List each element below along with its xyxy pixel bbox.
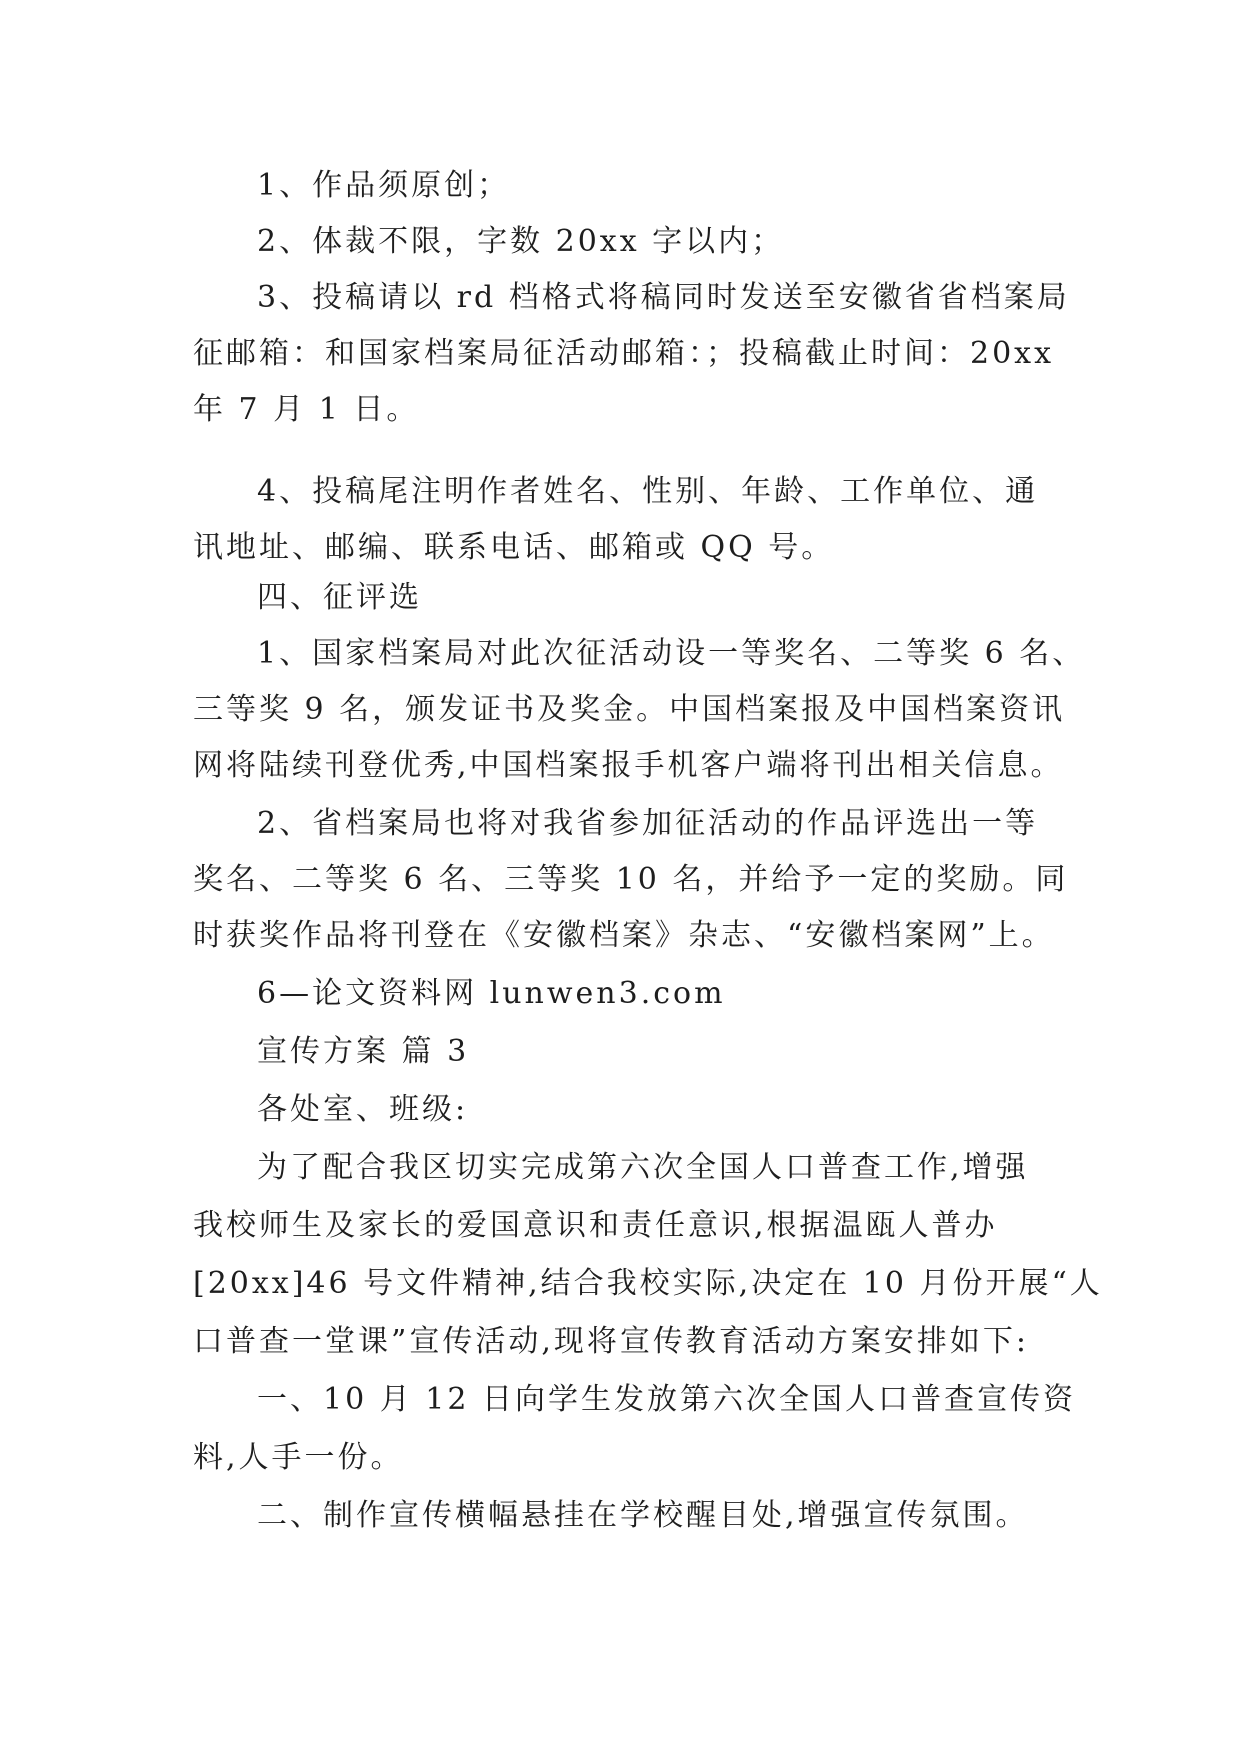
text-line: 为了配合我区切实完成第六次全国人口普查工作,增强 xyxy=(257,1150,1029,1185)
text-line: 网将陆续刊登优秀,中国档案报手机客户端将刊出相关信息。 xyxy=(193,748,1064,783)
text-line: 三等奖 9 名，颁发证书及奖金。中国档案报及中国档案资讯 xyxy=(193,692,1066,727)
text-line: [20xx]46 号文件精神,结合我校实际,决定在 10 月份开展“人 xyxy=(193,1266,1103,1301)
text-line: 料,人手一份。 xyxy=(193,1440,404,1475)
section-heading: 四、征评选 xyxy=(257,580,422,615)
text-line: 2、体裁不限，字数 20xx 字以内； xyxy=(257,224,785,259)
text-line: 4、投稿尾注明作者姓名、性别、年龄、工作单位、通 xyxy=(257,474,1039,509)
text-line: 一、10 月 12 日向学生发放第六次全国人口普查宣传资 xyxy=(257,1382,1076,1417)
text-line: 讯地址、邮编、联系电话、邮箱或 QQ 号。 xyxy=(193,530,835,565)
text-line: 奖名、二等奖 6 名、三等奖 10 名，并给予一定的奖励。同 xyxy=(193,862,1069,897)
salutation: 各处室、班级: xyxy=(257,1092,469,1127)
text-line: 1、国家档案局对此次征活动设一等奖名、二等奖 6 名、 xyxy=(257,636,1086,671)
text-line: 2、省档案局也将对我省参加征活动的作品评选出一等 xyxy=(257,806,1039,841)
section-heading: 宣传方案 篇 3 xyxy=(257,1034,470,1069)
source-note: 6—论文资料网 lunwen3.com xyxy=(257,976,726,1011)
text-line: 时获奖作品将刊登在《安徽档案》杂志、“安徽档案网”上。 xyxy=(193,918,1055,953)
text-line: 口普查一堂课”宣传活动,现将宣传教育活动方案安排如下: xyxy=(193,1324,1029,1359)
text-line: 我校师生及家长的爱国意识和责任意识,根据温瓯人普办 xyxy=(193,1208,998,1243)
text-line: 二、制作宣传横幅悬挂在学校醒目处,增强宣传氛围。 xyxy=(257,1498,1029,1533)
text-line: 1、作品须原创； xyxy=(257,168,511,203)
text-line: 3、投稿请以 rd 档格式将稿同时发送至安徽省省档案局 xyxy=(257,280,1070,315)
text-line: 征邮箱：和国家档案局征活动邮箱：；投稿截止时间：20xx xyxy=(193,336,1055,371)
text-line: 年 7 月 1 日。 xyxy=(193,392,420,427)
